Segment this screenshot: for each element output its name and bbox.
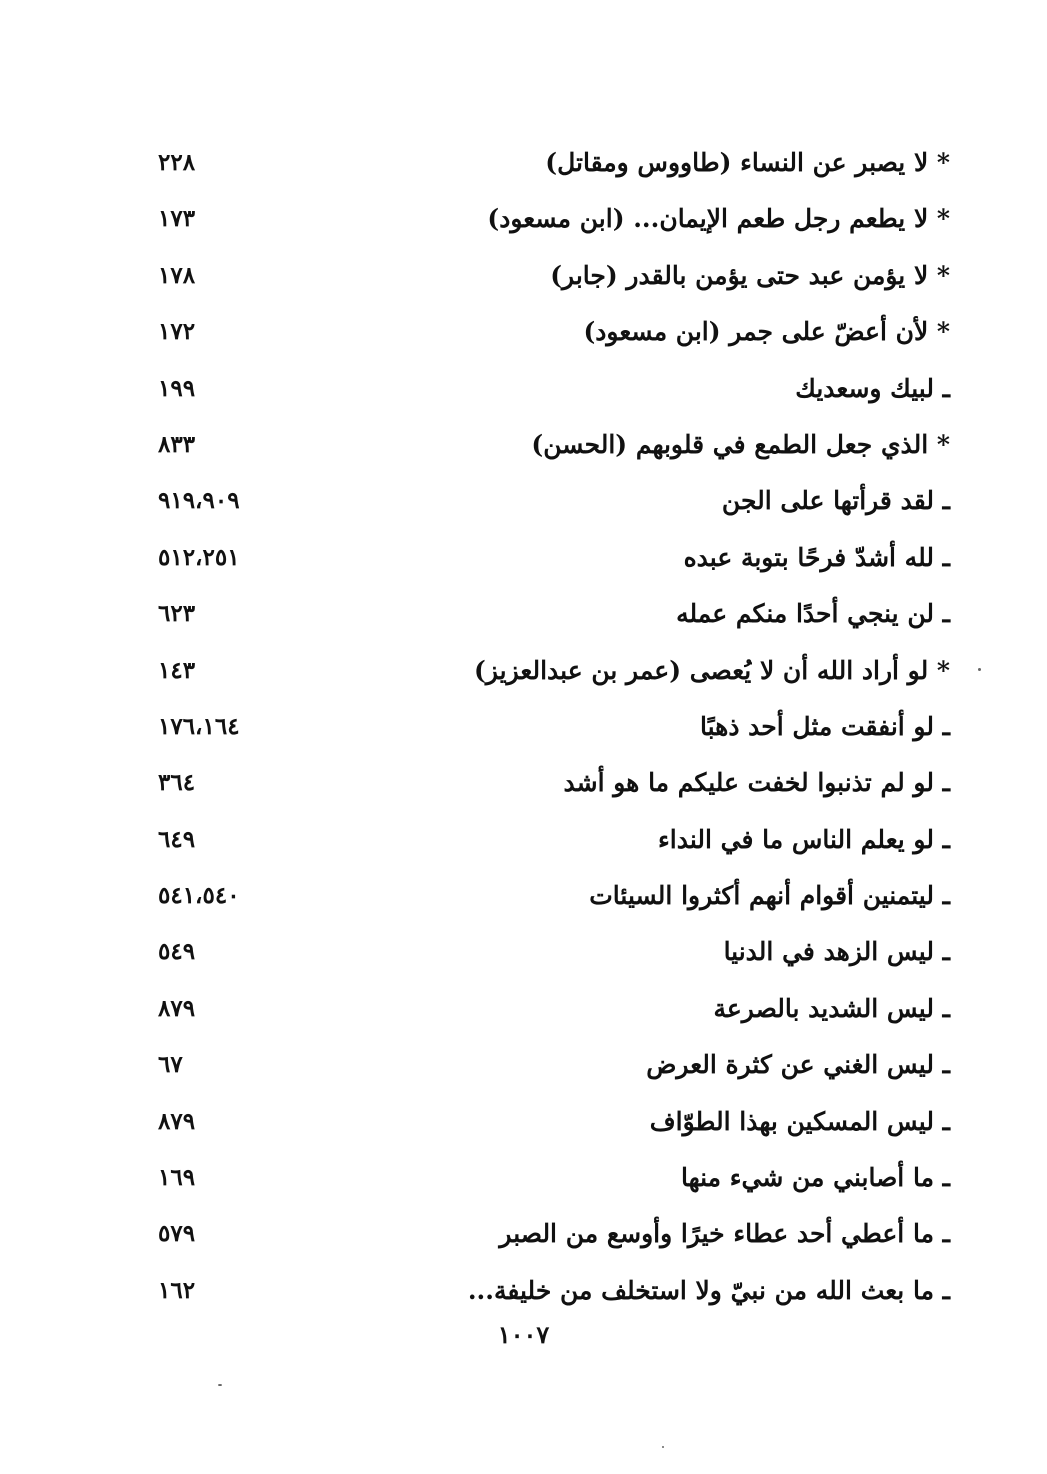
index-entry-row	[150, 140, 950, 196]
entry-text: ـ لو لم تذنبوا لخفت عليكم ما هو أشد	[563, 768, 950, 798]
entry-page-refs: ٦٧	[158, 1051, 183, 1079]
entry-page-refs: ١٦٩	[158, 1164, 196, 1192]
entry-page-refs: ٨٣٣	[158, 430, 196, 458]
entry-page-refs: ٩١٩،٩٠٩	[158, 487, 240, 515]
entry-text: ـ ما بعث الله من نبيّ ولا استخلف من خليفة...	[467, 1275, 950, 1305]
entry-text: * لأن أعضّ على جمر (ابن مسعود)	[583, 317, 950, 347]
index-entry-row	[150, 817, 950, 873]
entry-text: ـ ليس الغني عن كثرة العرض	[646, 1050, 950, 1080]
entry-text: ـ ما أعطي أحد عطاء خيرًا وأوسع من الصبر	[499, 1219, 950, 1249]
entry-page-refs: ١٧٣	[158, 205, 196, 233]
entry-page-refs: ٨٧٩	[158, 994, 196, 1022]
entry-text: * لا يصبر عن النساء (طاووس ومقاتل)	[545, 148, 950, 177]
index-entry-row	[150, 422, 950, 478]
index-entry-row	[150, 196, 950, 252]
entry-page-refs: ١٧٦،١٦٤	[158, 712, 240, 740]
entry-page-refs: ١٦٢	[158, 1276, 196, 1304]
index-entry-row	[150, 1268, 950, 1324]
entry-page-refs: ١٩٩	[158, 374, 196, 402]
entry-text: * الذي جعل الطمع في قلوبهم (الحسن)	[531, 429, 950, 459]
entry-text: ـ لو يعلم الناس ما في النداء	[658, 824, 950, 854]
index-entry-row	[150, 1099, 950, 1155]
index-entry-row	[150, 366, 950, 422]
index-entry-row	[150, 704, 950, 760]
index-entry-row	[150, 1042, 950, 1098]
entry-page-refs: ٥٤٩	[158, 938, 196, 966]
entry-text: ـ لن ينجي أحدًا منكم عمله	[676, 599, 950, 629]
index-entry-row	[150, 591, 950, 647]
index-entry-row	[150, 648, 950, 704]
entry-text: ـ ليتمنين أقوام أنهم أكثروا السيئات	[589, 881, 950, 911]
entry-text: ـ ليس الشديد بالصرعة	[713, 993, 950, 1023]
entry-page-refs: ٦٤٩	[158, 825, 196, 853]
entry-page-refs: ٣٦٤	[158, 769, 196, 797]
entry-text: * لو أراد الله أن لا يُعصى (عمر بن عبدالعزيز)	[474, 655, 950, 685]
entry-page-refs: ٢٢٨	[158, 149, 196, 176]
entry-text: * لا يطعم رجل طعم الإيمان... (ابن مسعود)	[487, 204, 950, 234]
index-entry-row	[150, 760, 950, 816]
scan-speck	[218, 1384, 222, 1386]
entry-text: ـ ليس الزهد في الدنيا	[723, 937, 950, 967]
index-entry-row	[150, 1211, 950, 1267]
index-entry-row	[150, 535, 950, 591]
index-entry-row	[150, 253, 950, 309]
entry-page-refs: ١٤٣	[158, 656, 196, 684]
entry-text: ـ لبيك وسعديك	[795, 373, 950, 403]
index-entry-row	[150, 986, 950, 1042]
entry-text: ـ ما أصابني من شيء منها	[680, 1163, 950, 1193]
page-number: ١٠٠٧	[497, 1320, 550, 1349]
entry-text: ـ ليس المسكين بهذا الطوّاف	[649, 1106, 950, 1136]
index-entry-row	[150, 1155, 950, 1211]
index-entry-row	[150, 929, 950, 985]
entry-text: * لا يؤمن عبد حتى يؤمن بالقدر (جابر)	[550, 260, 950, 290]
entry-page-refs: ٦٢٣	[158, 600, 196, 628]
entry-page-refs: ١٧٢	[158, 318, 196, 346]
entry-text: ـ لله أشدّ فرحًا بتوبة عبده	[683, 542, 950, 572]
scan-speck	[978, 668, 981, 671]
entry-text: ـ لقد قرأتها على الجن	[721, 486, 950, 516]
entry-page-refs: ٨٧٩	[158, 1107, 196, 1135]
entry-page-refs: ٥٤١،٥٤٠	[158, 882, 240, 910]
hadith-index-list	[150, 140, 950, 1324]
entry-page-refs: ٥١٢،٢٥١	[158, 543, 240, 571]
entry-page-refs: ٥٧٩	[158, 1220, 196, 1248]
scan-speck	[662, 1446, 664, 1448]
index-entry-row	[150, 873, 950, 929]
entry-text: ـ لو أنفقت مثل أحد ذهبًا	[700, 711, 950, 741]
index-entry-row	[150, 309, 950, 365]
entry-page-refs: ١٧٨	[158, 261, 196, 289]
index-entry-row	[150, 478, 950, 534]
